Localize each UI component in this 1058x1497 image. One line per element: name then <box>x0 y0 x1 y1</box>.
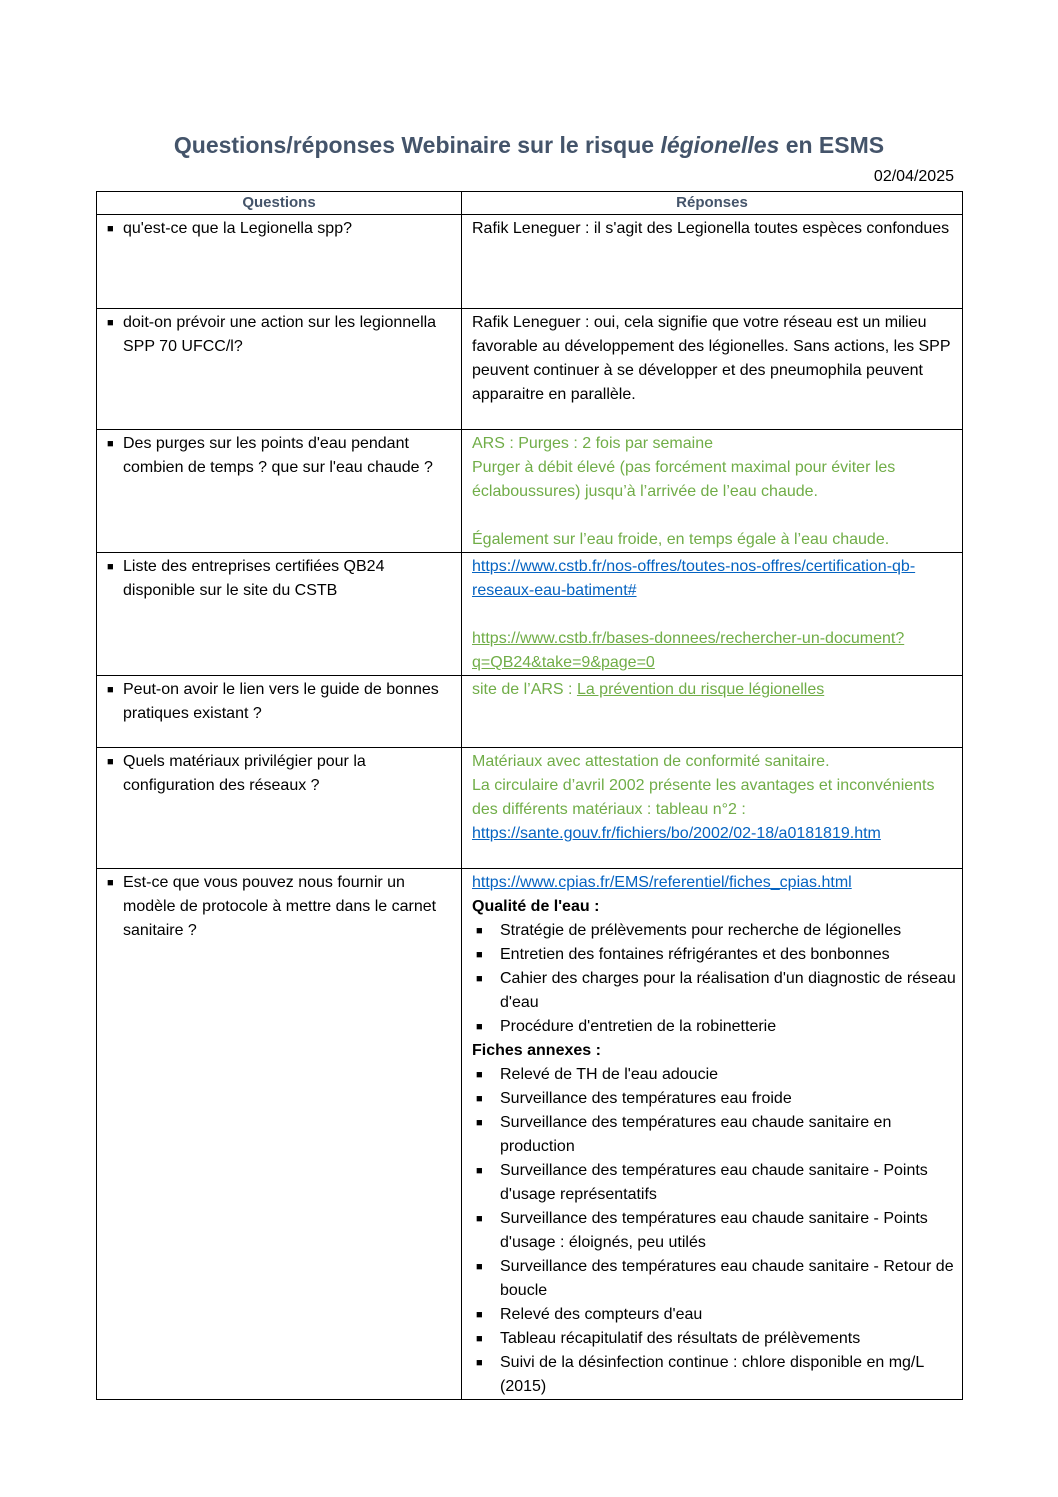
answer-cell <box>462 748 963 869</box>
list-item: ■ Surveillance des températures eau chaude sanitaire - Retour de boucle <box>472 1255 956 1303</box>
answer-cell <box>462 430 963 553</box>
question-text: Peut-on avoir le lien vers le guide de bonnes pratiques existant ? <box>123 681 439 722</box>
question-text: doit-on prévoir une action sur les legionnella SPP 70 UFCC/l? <box>123 314 437 355</box>
question-text: Quels matériaux privilégier pour la configuration des réseaux ? <box>123 753 366 794</box>
list-item: ■ Relevé des compteurs d'eau <box>472 1303 956 1327</box>
qa-table <box>96 191 963 1400</box>
question-text: Des purges sur les points d'eau pendant combien de temps ? que sur l'eau chaude ? <box>123 435 433 476</box>
answer-cell <box>462 676 963 748</box>
list-item: ■ Suivi de la désinfection continue : chlore disponible en mg/L (2015) <box>472 1351 956 1399</box>
square-bullet-icon: ■ <box>476 949 483 961</box>
square-bullet-icon: ■ <box>107 438 114 450</box>
quality-list <box>472 919 956 1039</box>
list-item: ■ Surveillance des températures eau chaude sanitaire - Points d'usage représentatifs <box>472 1159 956 1207</box>
square-bullet-icon: ■ <box>107 223 114 235</box>
header-questions: Questions <box>97 192 462 215</box>
square-bullet-icon: ■ <box>476 925 483 937</box>
cstb-certification-link[interactable]: https://www.cstb.fr/nos-offres/toutes-nos-offres/certification-qb-reseaux-eau-batiment# <box>472 558 916 599</box>
square-bullet-icon: ■ <box>107 317 114 329</box>
answer-text: Rafik Leneguer : il s'agit des Legionella toutes espèces confondues <box>472 220 950 237</box>
square-bullet-icon: ■ <box>476 1069 483 1081</box>
list-item: ■ Surveillance des températures eau froide <box>472 1087 956 1111</box>
square-bullet-icon: ■ <box>476 1261 483 1273</box>
table-row <box>97 676 963 748</box>
document-date: 02/04/2025 <box>873 168 954 185</box>
list-item: ■ Procédure d'entretien de la robinetterie <box>472 1015 956 1039</box>
table-row <box>97 869 963 1400</box>
square-bullet-icon: ■ <box>476 1309 483 1321</box>
square-bullet-icon: ■ <box>476 1165 483 1177</box>
square-bullet-icon: ■ <box>476 973 483 985</box>
square-bullet-icon: ■ <box>476 1117 483 1129</box>
answer-text: Rafik Leneguer : oui, cela signifie que votre réseau est un milieu favorable au développement des légionelles. Sans actions, les SPP peuvent continuer à se développer et des pneumophila peuvent apparaitre en parallèle. <box>472 314 951 403</box>
square-bullet-icon: ■ <box>476 1213 483 1225</box>
answer-heading: Qualité de l'eau : <box>472 898 600 915</box>
question-cell <box>97 430 462 553</box>
answer-heading: Fiches annexes : <box>472 1042 601 1059</box>
answer-text: Purger à débit élevé (pas forcément maximal pour éviter les éclaboussures) jusqu’à l’arrivée de l’eau chaude. <box>472 459 896 500</box>
table-row <box>97 553 963 676</box>
answer-cell <box>462 309 963 430</box>
answer-cell <box>462 869 963 1400</box>
question-text: qu'est-ce que la Legionella spp? <box>123 220 352 237</box>
question-cell <box>97 553 462 676</box>
answer-cell <box>462 553 963 676</box>
question-cell <box>97 869 462 1400</box>
cstb-database-link[interactable]: https://www.cstb.fr/bases-donnees/rechercher-un-document?q=QB24&take=9&page=0 <box>472 630 905 671</box>
answer-text: Également sur l’eau froide, en temps égale à l’eau chaude. <box>472 531 890 548</box>
list-item: ■ Entretien des fontaines réfrigérantes et des bonbonnes <box>472 943 956 967</box>
list-item: ■ Tableau récapitulatif des résultats de prélèvements <box>472 1327 956 1351</box>
list-item: ■ Surveillance des températures eau chaude sanitaire - Points d'usage : éloignés, peu utilés <box>472 1207 956 1255</box>
square-bullet-icon: ■ <box>107 756 114 768</box>
question-cell <box>97 676 462 748</box>
answer-text: site de l’ARS : <box>472 681 577 698</box>
cpias-link[interactable]: https://www.cpias.fr/EMS/referentiel/fiches_cpias.html <box>472 874 852 891</box>
question-cell <box>97 748 462 869</box>
square-bullet-icon: ■ <box>107 684 114 696</box>
square-bullet-icon: ■ <box>476 1357 483 1369</box>
circulaire-link[interactable]: https://sante.gouv.fr/fichiers/bo/2002/02-18/a0181819.htm <box>472 825 881 842</box>
answer-cell <box>462 215 963 309</box>
square-bullet-icon: ■ <box>476 1021 483 1033</box>
table-header-row <box>97 192 963 215</box>
list-item: ■ Relevé de TH de l'eau adoucie <box>472 1063 956 1087</box>
list-item: ■ Stratégie de prélèvements pour recherche de légionelles <box>472 919 956 943</box>
title-italic: légionelles <box>660 132 780 158</box>
annex-list <box>472 1063 956 1399</box>
square-bullet-icon: ■ <box>476 1333 483 1345</box>
ars-guide-link[interactable]: La prévention du risque légionelles <box>576 681 825 698</box>
table-row <box>97 309 963 430</box>
answer-text: La circulaire d’avril 2002 présente les avantages et inconvénients des différents matériaux : tableau n°2 : <box>472 777 935 818</box>
question-text: Est-ce que vous pouvez nous fournir un modèle de protocole à mettre dans le carnet sanitaire ? <box>123 874 437 939</box>
square-bullet-icon: ■ <box>476 1093 483 1105</box>
answer-text: Matériaux avec attestation de conformité sanitaire. <box>472 753 830 770</box>
header-answers: Réponses <box>462 192 963 215</box>
table-row <box>97 215 963 309</box>
question-text: Liste des entreprises certifiées QB24 disponible sur le site du CSTB <box>123 558 385 599</box>
square-bullet-icon: ■ <box>107 561 114 573</box>
list-item: ■ Surveillance des températures eau chaude sanitaire en production <box>472 1111 956 1159</box>
list-item: ■ Cahier des charges pour la réalisation d'un diagnostic de réseau d'eau <box>472 967 956 1015</box>
square-bullet-icon: ■ <box>107 877 114 889</box>
question-cell <box>97 215 462 309</box>
page-title: Questions/réponses Webinaire sur le risque légionelles en ESMS <box>173 132 885 158</box>
table-row <box>97 748 963 869</box>
answer-text: ARS : Purges : 2 fois par semaine <box>472 435 713 452</box>
question-cell <box>97 309 462 430</box>
table-row <box>97 430 963 553</box>
